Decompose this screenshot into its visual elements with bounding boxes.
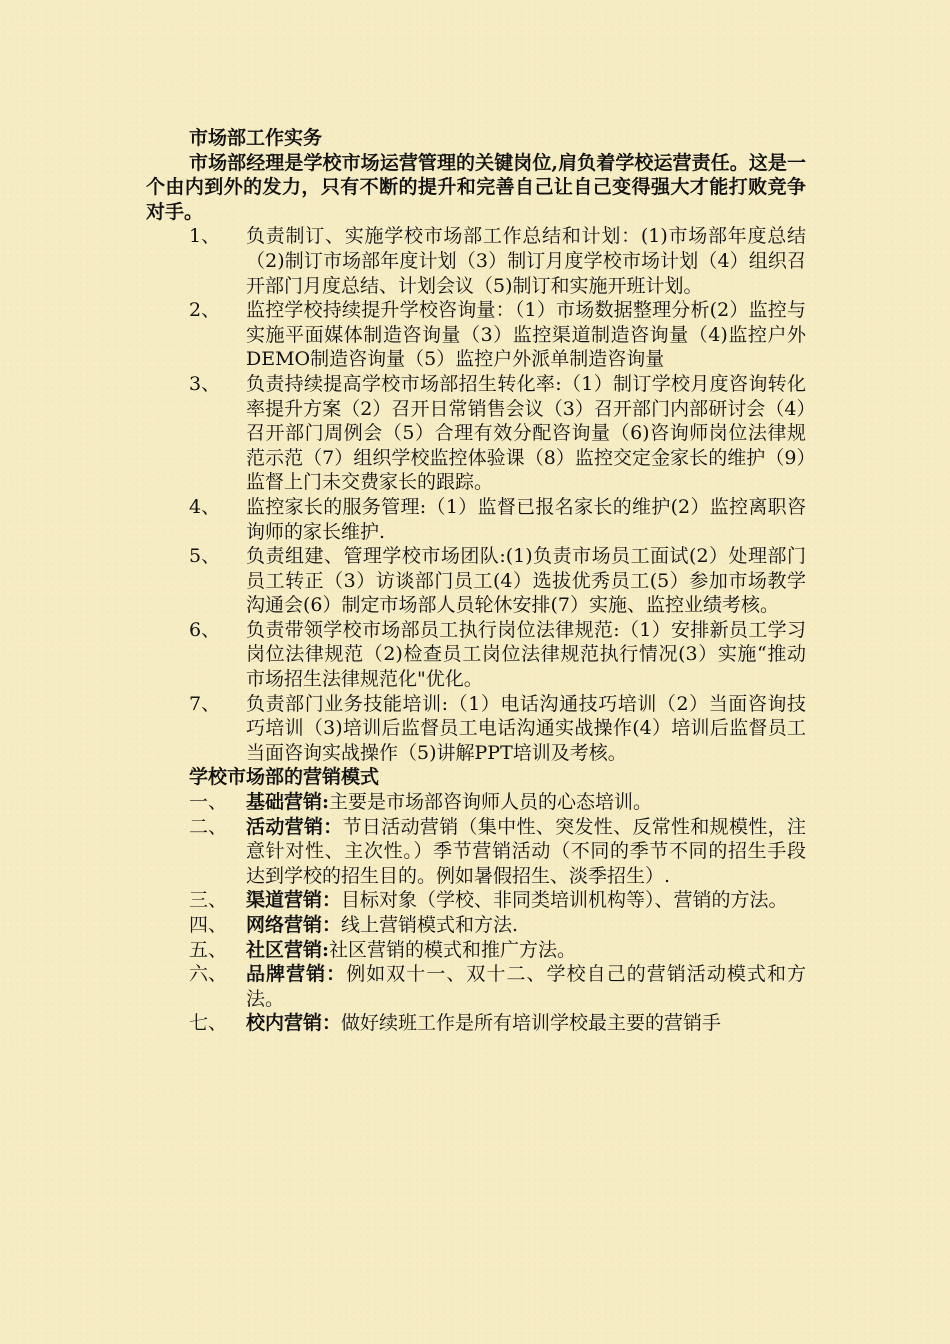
duty-text: 负责组建、管理学校市场团队:(1)负责市场员工面试(2）处理部门员工转正（3）访谈部门员工(4）选拔优秀员工(5）参加市场教学沟通会(6）制定市场部人员轮休安排(7）实施、监控业绩考核。 [246,545,806,617]
mode-body [246,790,806,815]
duty-text: 监控家长的服务管理:（1）监督已报名家长的维护(2）监控离职咨询师的家长维护. [246,495,806,543]
mode-number: 六、 [189,963,228,986]
mode-text: 做好续班工作是所有培训学校最主要的营销手 [341,1012,722,1035]
mode-item [146,790,806,815]
mode-body [246,815,806,889]
mode-separator: : [322,791,330,814]
mode-term: 活动营销 [246,815,324,838]
mode-item [146,913,806,938]
mode-body [246,888,806,913]
mode-item [146,962,806,1011]
mode-text: 目标对象（学校、非同类培训机构等）、营销的方法。 [341,889,788,912]
mode-term: 网络营销 [246,914,323,936]
document-page [146,126,806,1036]
section-heading: 学校市场部的营销模式 [189,766,380,789]
mode-number: 一、 [189,791,228,814]
document-title: 市场部工作实务 [189,127,323,149]
duties-list [146,224,806,765]
mode-number: 二、 [189,815,228,838]
mode-text: 主要是市场部咨询师人员的心态培训。 [329,791,653,814]
duty-number: 1、 [189,225,221,248]
mode-separator: ： [322,914,342,936]
mode-term: 基础营销 [246,791,323,814]
duty-item [146,618,806,692]
duty-text: 负责部门业务技能培训:（1）电话沟通技巧培训（2）当面咨询技巧培训（3)培训后监督员工电话沟通实战操作(4）培训后监督员工当面咨询实战操作（5)讲解PPT培训及考核。 [246,692,806,764]
mode-text: 节日活动营销（集中性、突发性、反常性和规模性，注意针对性、主次性。）季节营销活动（不同的季节不同的招生手段达到学校的招生目的。例如暑假招生、淡季招生）. [246,815,806,887]
mode-body [246,913,806,938]
mode-separator: ： [322,889,342,912]
duty-item [146,495,806,544]
mode-item [146,815,806,889]
duty-item [146,692,806,766]
duty-item [146,298,806,372]
mode-separator: : [322,938,330,961]
duty-item [146,544,806,618]
mode-number: 七、 [189,1012,228,1035]
duty-number: 6、 [189,618,221,641]
intro-paragraph: 市场部经理是学校市场运营管理的关键岗位,肩负着学校运营责任。这是一个由内到外的发力，只有不断的提升和完善自己让自己变得强大才能打败竞争对手。 [146,151,806,223]
mode-text: 社区营销的模式和推广方法。 [329,938,577,961]
duty-item [146,372,806,495]
duty-number: 3、 [189,372,221,395]
mode-item [146,1011,806,1036]
duty-number: 5、 [189,545,221,568]
mode-body [246,962,806,1011]
duty-number: 2、 [189,299,221,322]
mode-term: 品牌营销 [246,963,327,986]
duty-text: 负责制订、实施学校市场部工作总结和计划：(1)市场部年度总结（2)制订市场部年度计划（3）制订月度学校市场计划（4）组织召开部门月度总结、计划会议（5)制订和实施开班计划。 [246,225,806,297]
mode-number: 三、 [189,889,228,912]
marketing-modes-list [146,790,806,1036]
mode-item [146,888,806,913]
duty-item [146,224,806,298]
mode-separator: ： [326,963,347,986]
mode-number: 四、 [189,914,228,936]
mode-separator: ： [323,815,343,838]
duty-number: 4、 [189,495,221,518]
duty-text: 负责带领学校市场部员工执行岗位法律规范:（1）安排新员工学习岗位法律规范（2)检查员工岗位法律规范执行情况(3）实施“推动市场招生法律规范化"优化。 [246,618,806,691]
duty-text: 负责持续提高学校市场部招生转化率:（1）制订学校月度咨询转化率提升方案（2）召开日常销售会议（3）召开部门内部研讨会（4）召开部门周例会（5）合理有效分配咨询量（6)咨询师岗位法律规范示范（7）组织学校监控体验课（8）监控交定金家长的维护（9）监督上门未交费家长的跟踪。 [246,372,806,494]
mode-item [146,938,806,963]
mode-text: 例如双十一、双十二、学校自己的营销活动模式和方法。 [246,963,806,1010]
mode-term: 社区营销 [246,938,323,961]
duty-number: 7、 [189,692,221,715]
mode-text: 线上营销模式和方法. [341,914,519,936]
mode-number: 五、 [189,938,228,961]
mode-separator: ： [322,1012,342,1035]
mode-body [246,938,806,963]
mode-body [246,1011,806,1036]
mode-term: 校内营销 [246,1012,323,1035]
duty-text: 监控学校持续提升学校咨询量：（1）市场数据整理分析(2）监控与实施平面媒体制造咨询量（3）监控渠道制造咨询量（4)监控户外DEMO制造咨询量（5）监控户外派单制造咨询量 [246,299,806,371]
mode-term: 渠道营销 [246,889,323,912]
